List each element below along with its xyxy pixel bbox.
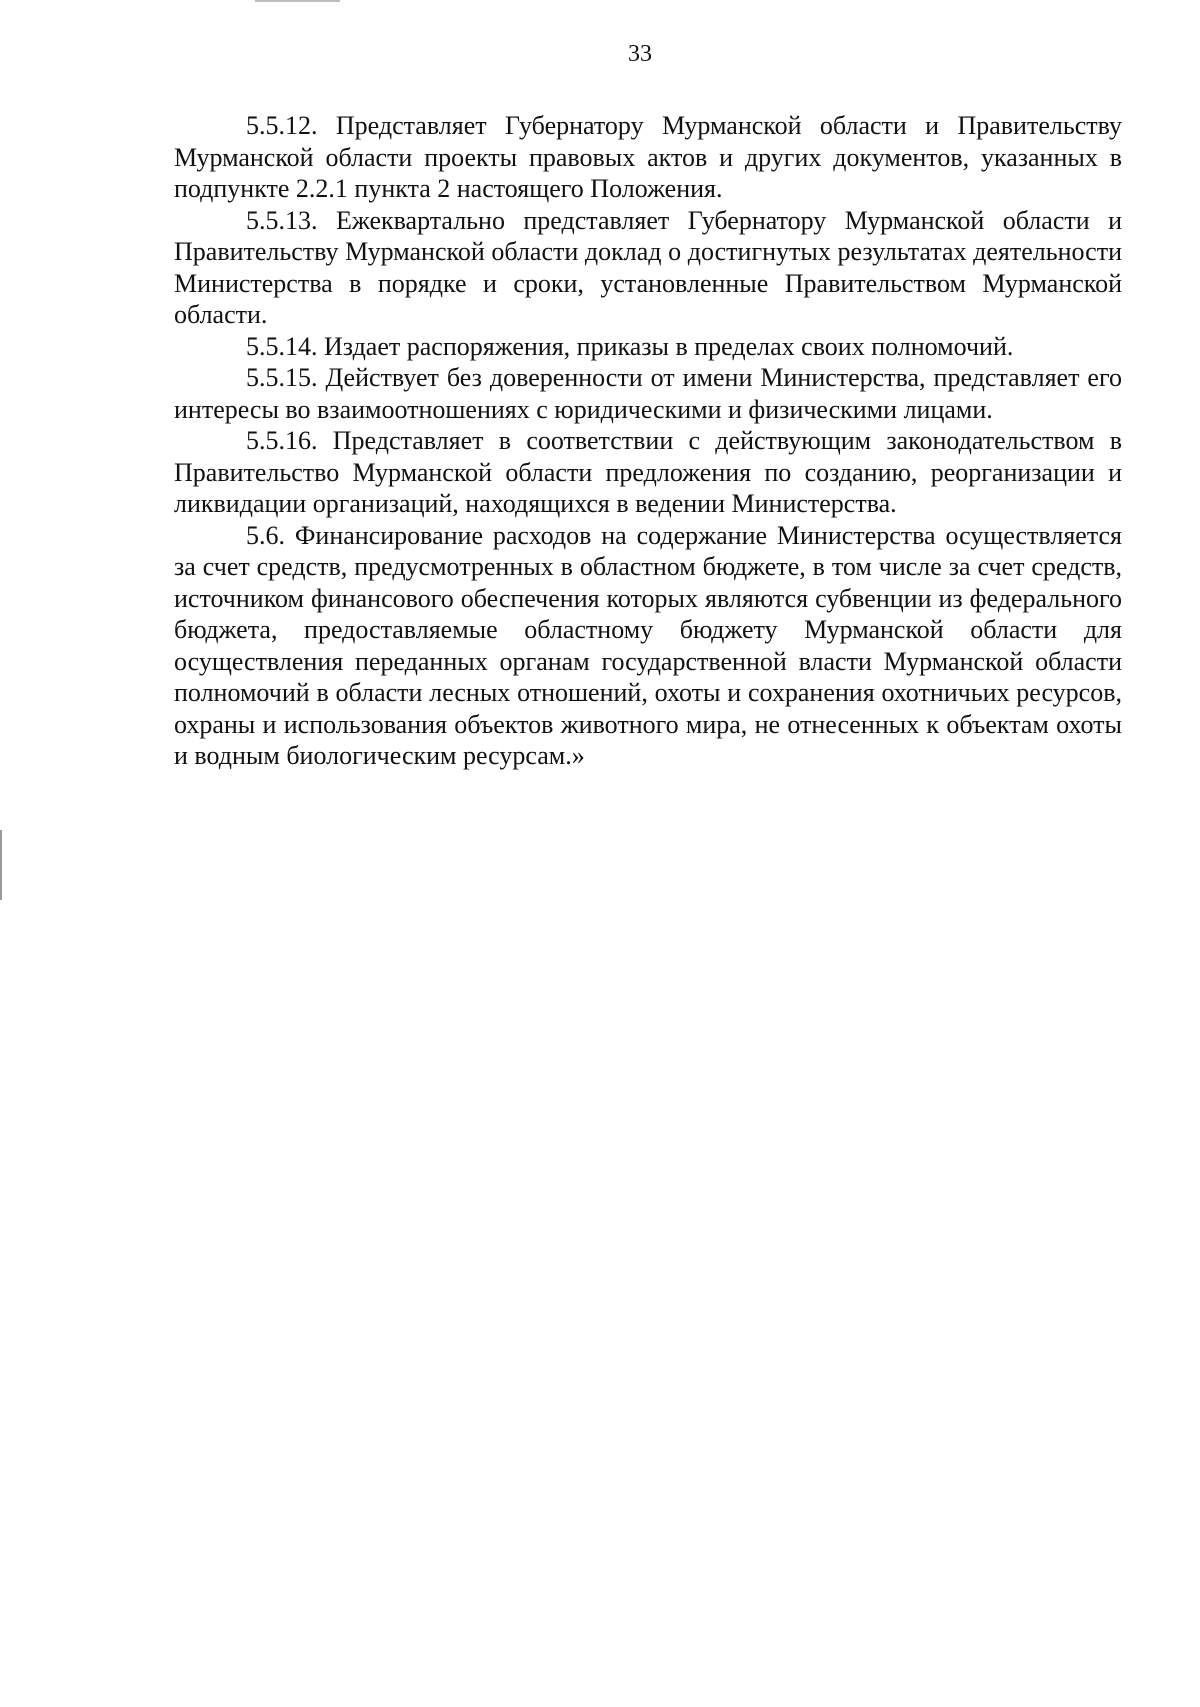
scan-artifact-top	[255, 0, 340, 2]
scan-artifact-left	[0, 830, 2, 900]
paragraph-5-5-14: 5.5.14. Издает распоряжения, приказы в пределах своих полномочий.	[246, 331, 1014, 361]
document-body	[174, 110, 1122, 772]
paragraph-5-5-16: 5.5.16. Представляет в соответствии с действующим законодательством в Правительство Мурманской области предложения по созданию, реорганизации и ликвидации организаций, находящихся в ведении Министерства.	[174, 426, 1122, 518]
paragraph-5-6: 5.6. Финансирование расходов на содержание Министерства осуществляется за счет средств, предусмотренных в областном бюджете, в том числе за счет средств, источником финансового обеспечения которых являются субвенции из федерального бюджета, предоставляемые областному бюджету Мурманской области для осуществления переданных органам государственной власти Мурманской области полномочий в области лесных отношений, охоты и сохранения охотничьих ресурсов, охраны и использования объектов животного мира, не отнесенных к объектам охоты и водным биологическим ресурсам.»	[174, 520, 1122, 770]
paragraph-5-5-13: 5.5.13. Ежеквартально представляет Губернатору Мурманской области и Правительству Мурманской области доклад о достигнутых результатах деятельности Министерства в порядке и сроки, установленные Правительством Мурманской области.	[174, 205, 1122, 329]
paragraph-5-5-12: 5.5.12. Представляет Губернатору Мурманской области и Правительству Мурманской области проекты правовых актов и других документов, указанных в подпункте 2.2.1 пункта 2 настоящего Положения.	[174, 111, 1122, 203]
page-number: 33	[628, 41, 652, 67]
paragraph-5-5-15: 5.5.15. Действует без доверенности от имени Министерства, представляет его интересы во взаимоотношениях с юридическими и физическими лицами.	[174, 363, 1122, 424]
